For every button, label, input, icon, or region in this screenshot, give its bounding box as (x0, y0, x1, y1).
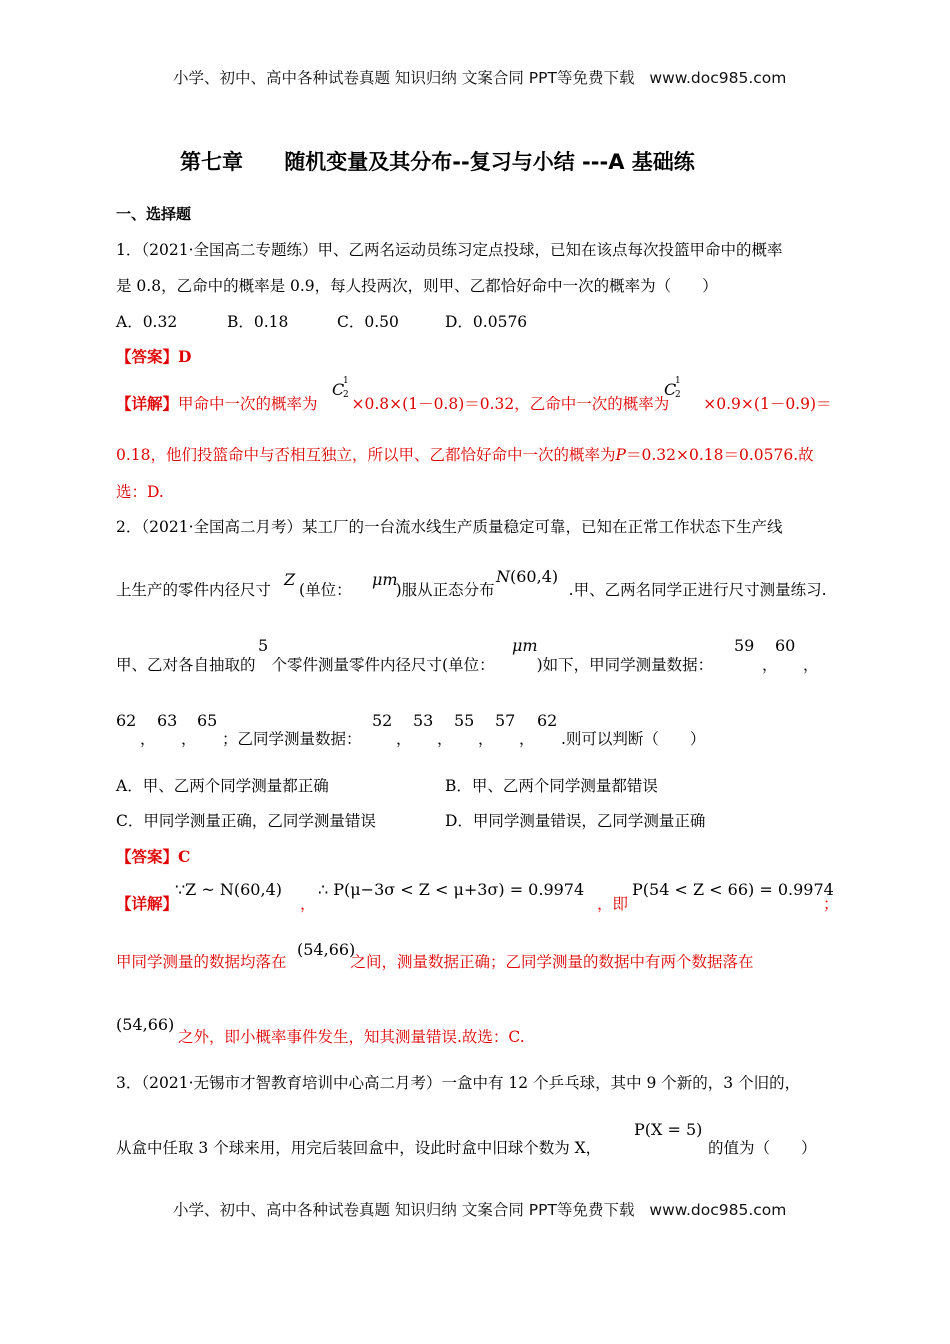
q1-detail-line3: 选：D. (116, 483, 164, 501)
q2-text-1: （2021·全国高二月考）某工厂的一台流水线生产质量稳定可靠，已知在正常工作状态下生产线 (141, 518, 783, 536)
q3-prob-expression: P(X = 5) (634, 1120, 703, 1139)
unit-mu-m-2: μm (512, 636, 538, 655)
q2-text-2d: .甲、乙两名同学正进行尺寸测量练习. (568, 581, 827, 599)
q3-line2-end: 的值为（ ） (708, 1139, 817, 1157)
q1-option-d: D．0.0576 (445, 313, 528, 331)
q2-line2 (116, 578, 827, 600)
q1-line2: 是 0.8，乙命中的概率是 0.9，每人投两次，则甲、乙都恰好命中一次的概率为（ ） (116, 277, 718, 295)
q1-detail-line1 (116, 392, 832, 414)
q2-line3 (116, 653, 713, 675)
answer-value: C (178, 847, 191, 866)
q2-text-2a: 上生产的零件内径尺寸 (116, 581, 272, 599)
q2-ji: ，即 (597, 895, 629, 913)
chapter-label: 第七章 (180, 150, 243, 174)
q2-option-b: B．甲、乙两个同学测量都错误 (445, 777, 658, 795)
q1-number: 1． (116, 241, 142, 259)
q1-detail-text-b: ×0.8×(1－0.8)＝0.32，乙命中一次的概率为 (351, 395, 670, 413)
q2-text-3a: 甲、乙对各自抽取的 (116, 656, 256, 674)
q1-option-b: B．0.18 (227, 313, 289, 331)
q1-detail-text-c: ×0.9×(1－0.9)＝ (703, 395, 832, 413)
jia-value-3: 62 (116, 711, 137, 730)
q2-math-1: ∵Z ~ N(60,4) (175, 880, 282, 899)
q2-answer (116, 845, 190, 867)
var-z: Z (284, 570, 296, 589)
jia-value-4: 63 (157, 711, 178, 730)
combination-c21-b (664, 376, 681, 400)
sep: ， (519, 730, 535, 748)
yi-value-4: 57 (495, 711, 516, 730)
comb-sup: 1 (343, 376, 349, 386)
answer-label: 【答案】 (116, 847, 179, 866)
q2-detail-line3: 之外，即小概率事件发生，知其测量错误.故选：C. (178, 1028, 525, 1046)
q1-detail-text-a: 甲命中一次的概率为 (178, 395, 318, 413)
interval-54-66: (54,66) (297, 940, 356, 959)
yi-value-5: 62 (537, 711, 558, 730)
comma: ， (300, 895, 316, 913)
q2-option-c: C．甲同学测量正确，乙同学测量错误 (116, 812, 376, 830)
section-heading: 一、选择题 (116, 205, 192, 223)
q2-math-2: ∴ P(μ−3σ < Z < μ+3σ) = 0.9974 (318, 880, 585, 899)
comb-c: C (664, 380, 677, 399)
q2-text-3c: )如下，甲同学测量数据： (536, 656, 714, 674)
q1-detail-text-d: 0.18，他们投篮命中与否相互独立，所以甲、乙都恰好命中一次的概率为 (116, 446, 616, 464)
sep: ， (478, 730, 494, 748)
q2-detail-line2 (116, 950, 754, 972)
sep: ， (803, 656, 819, 674)
q1-detail-text-e: ＝0.32×0.18＝0.0576.故 (625, 446, 814, 464)
page-header (173, 66, 786, 88)
q2-math-3: P(54 < Z < 66) = 0.9974 (632, 880, 834, 899)
comb-c: C (332, 380, 345, 399)
combination-c21-a (332, 376, 349, 400)
answer-label: 【答案】 (116, 347, 179, 366)
q3-line2: 从盒中任取 3 个球来用，用完后装回盒中，设此时盒中旧球个数为 X， (116, 1139, 602, 1157)
q2-text-2c: )服从正态分布 (395, 581, 495, 599)
header-site-link[interactable]: www.doc985.com (649, 69, 787, 87)
page-title (180, 146, 695, 176)
q1-option-a: A．0.32 (116, 313, 178, 331)
q1-text-1: （2021·全国高二专题练）甲、乙两名运动员练习定点投球，已知在该点每次投篮甲命中的概率 (141, 241, 783, 259)
q2-detail-text-a: 甲同学测量的数据均落在 (116, 953, 287, 971)
normal-distribution: N(60,4) (496, 567, 559, 586)
jia-value-5: 65 (197, 711, 218, 730)
q2-option-a: A．甲、乙两个同学测量都正确 (116, 777, 329, 795)
q3-number: 3． (116, 1074, 142, 1092)
q2-line4-end: .则可以判断（ ） (561, 730, 706, 748)
semicolon: ； (823, 895, 839, 913)
header-text: 小学、初中、高中各种试卷真题 知识归纳 文案合同 PPT等免费下载 (173, 69, 635, 87)
comb-sub: 2 (675, 390, 681, 400)
q1-option-c: C．0.50 (337, 313, 399, 331)
interval-54-66-b: (54,66) (116, 1015, 175, 1034)
q1-p-symbol: P (615, 446, 626, 464)
unit-mu-m: μm (372, 570, 398, 589)
q2-option-d: D．甲同学测量错误，乙同学测量正确 (445, 812, 706, 830)
q1-line1 (116, 238, 783, 260)
sep: ， (437, 730, 453, 748)
q2-detail-label: 【详解】 (116, 894, 179, 913)
yi-value-1: 52 (372, 711, 393, 730)
q3-text-1: （2021·无锡市才智教育培训中心高二月考）一盒中有 12 个乒乓球，其中 9 个新的，3 个旧的， (141, 1074, 801, 1092)
comb-sub: 2 (343, 390, 349, 400)
answer-value: D (178, 347, 192, 366)
page-footer (173, 1198, 786, 1220)
q2-line4-text: ；乙同学测量数据： (222, 730, 362, 748)
q2-number: 2． (116, 518, 142, 536)
q2-detail-text-b: 之间，测量数据正确；乙同学测量的数据中有两个数据落在 (350, 953, 754, 971)
footer-text: 小学、初中、高中各种试卷真题 知识归纳 文案合同 PPT等免费下载 (173, 1201, 635, 1219)
comb-sup: 1 (675, 376, 681, 386)
detail-label: 【详解】 (116, 394, 179, 413)
q1-detail-line2 (116, 443, 814, 465)
q2-line1 (116, 515, 783, 537)
yi-value-3: 55 (454, 711, 475, 730)
sep: ， (181, 730, 197, 748)
jia-value-1: 59 (734, 636, 755, 655)
jia-value-2: 60 (775, 636, 796, 655)
sep: ， (762, 656, 778, 674)
yi-value-2: 53 (413, 711, 434, 730)
chapter-title: 随机变量及其分布--复习与小结 ---A 基础练 (284, 150, 695, 174)
q2-text-3b: 个零件测量零件内径尺寸(单位： (271, 656, 495, 674)
sep: ， (140, 730, 156, 748)
sep: ， (396, 730, 412, 748)
q1-answer (116, 345, 191, 367)
footer-site-link[interactable]: www.doc985.com (649, 1201, 787, 1219)
q2-text-2b: (单位： (299, 581, 352, 599)
q3-line1 (116, 1071, 800, 1093)
count-five: 5 (258, 636, 269, 655)
